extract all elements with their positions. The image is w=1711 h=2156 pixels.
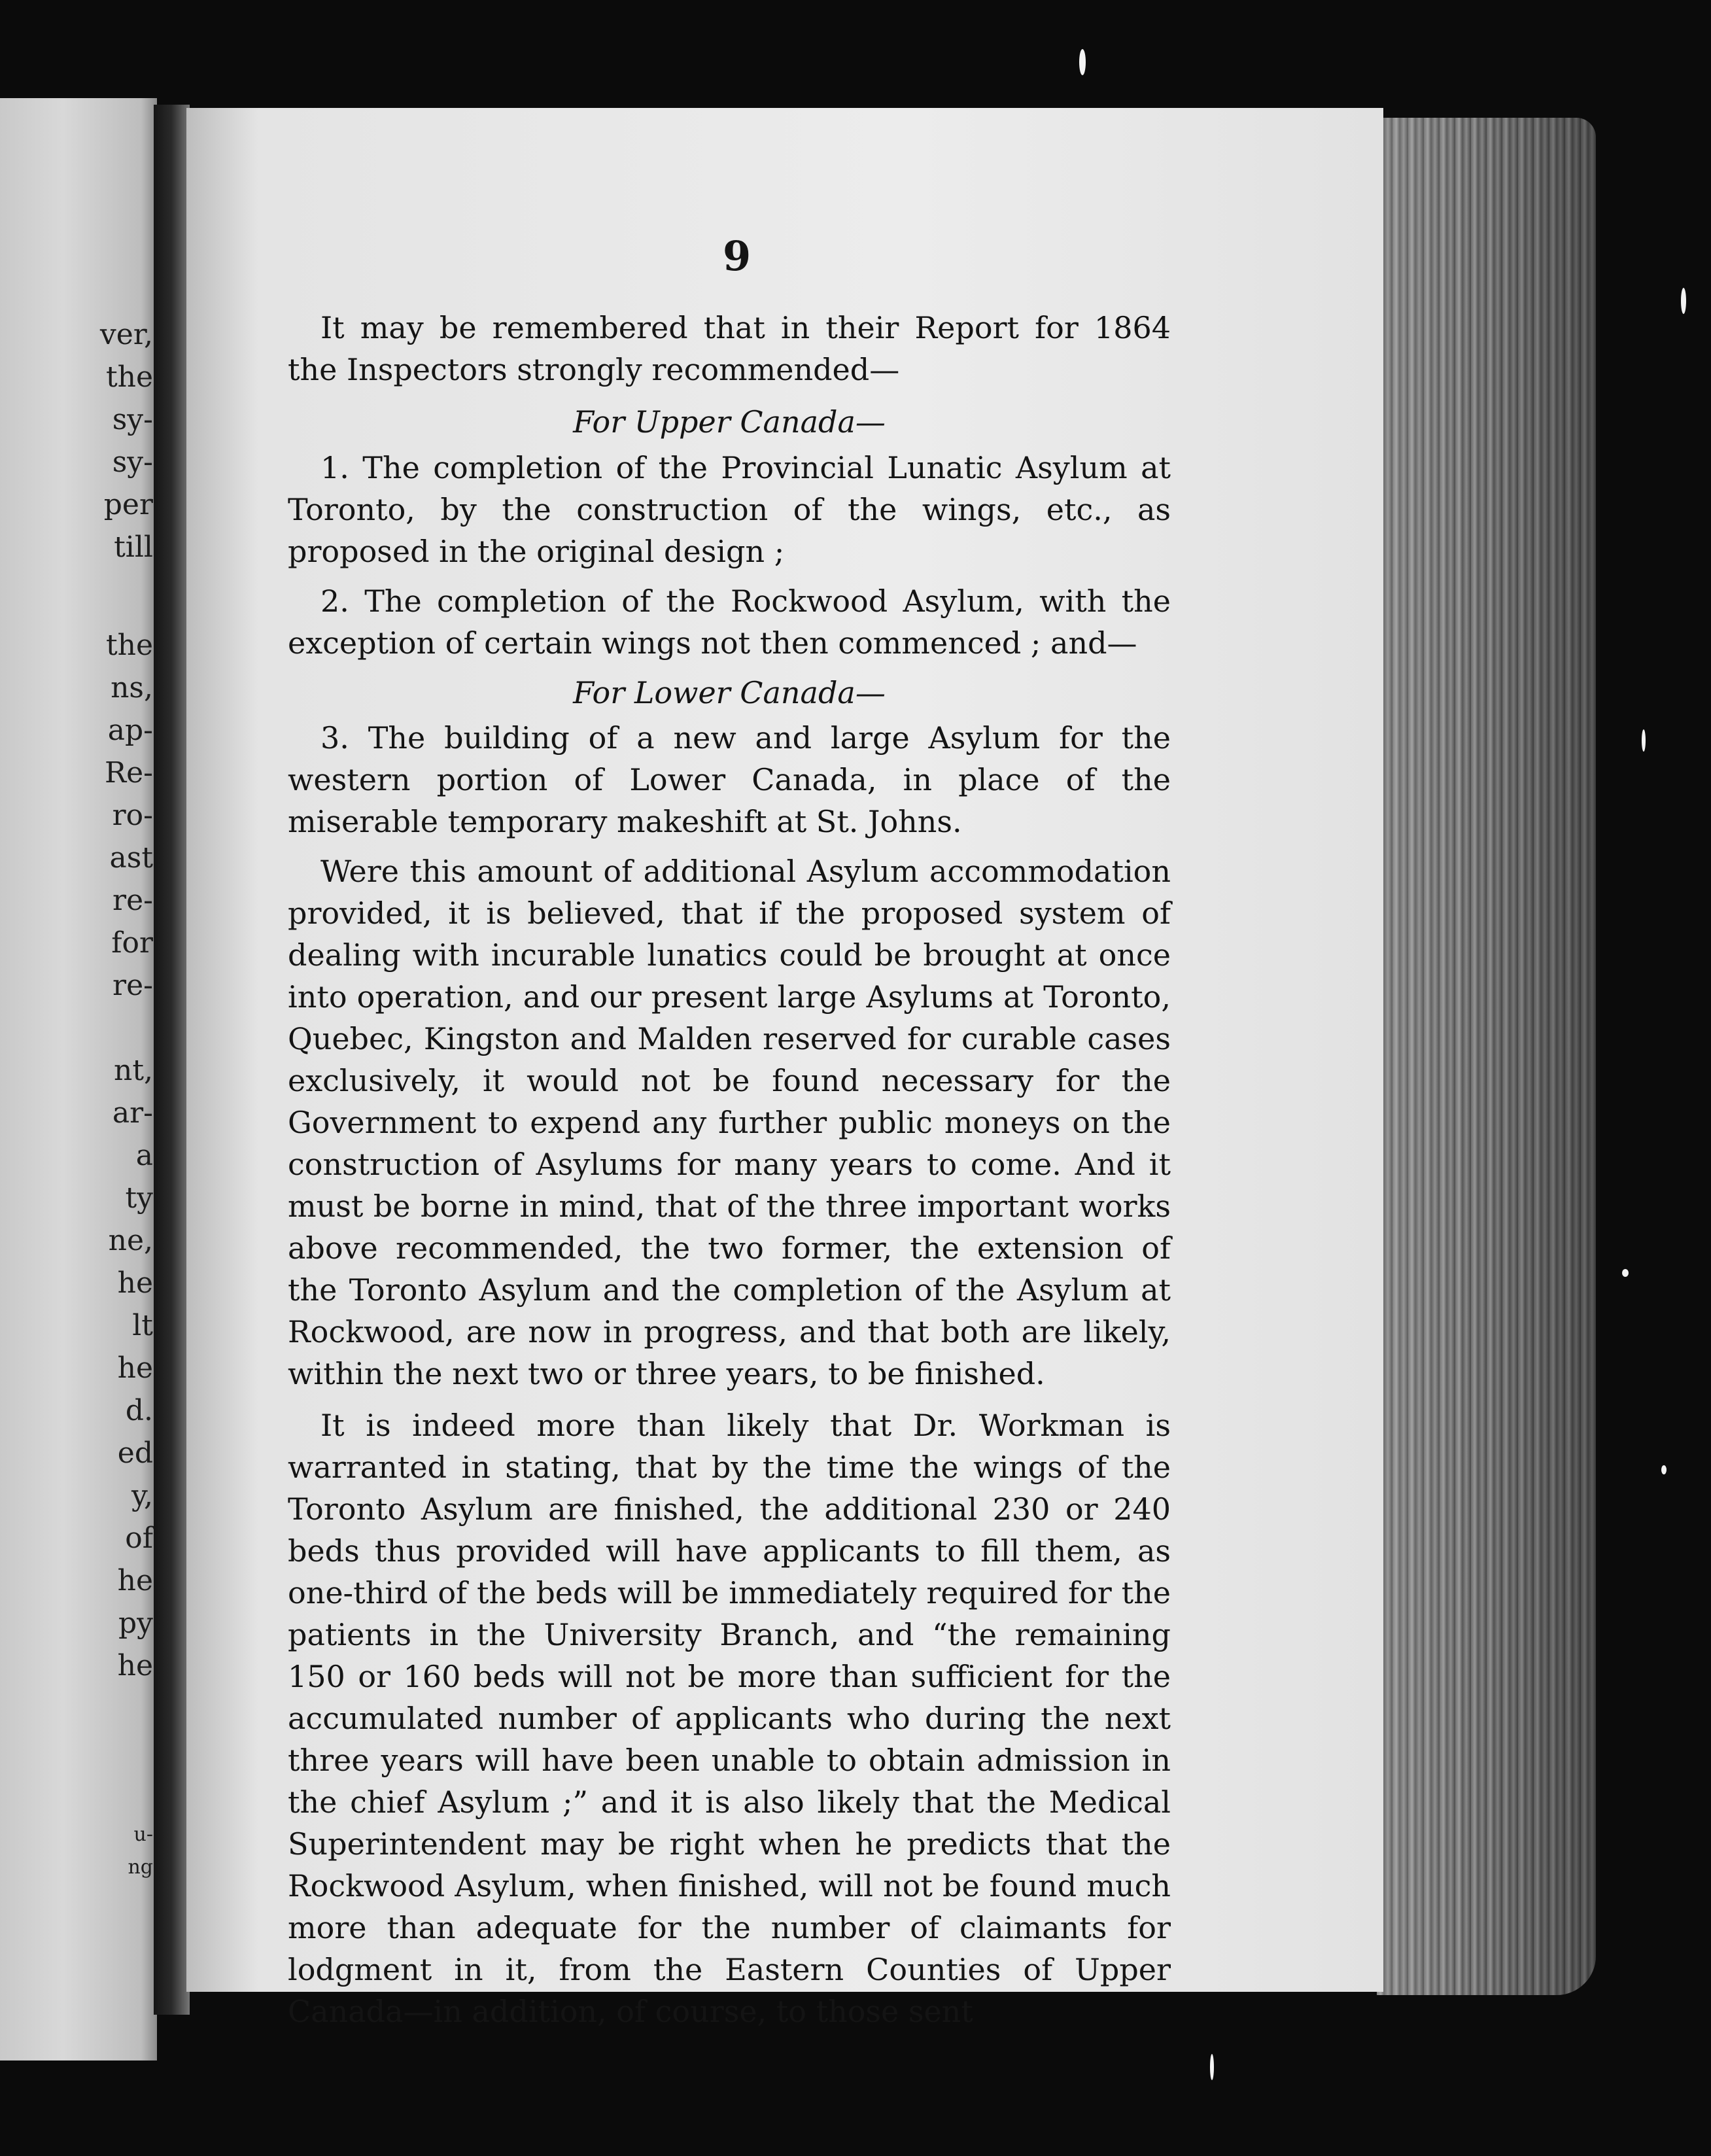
left-line: he [117,1564,153,1597]
left-line: re- [112,969,153,1002]
left-line: ng [128,1856,153,1879]
left-line: u- [133,1823,153,1846]
left-line: y, [131,1479,153,1512]
left-line: ns, [111,671,153,704]
left-line: till [114,530,153,564]
left-line: sy- [112,403,153,436]
dust-speck [1681,288,1686,314]
left-line: for [111,926,153,960]
paragraph-intro: It may be remembered that in their Report for 1864 the Inspectors strongly recommended— [288,310,1171,387]
left-line: Re- [104,756,153,790]
paragraph-workman: It is indeed more than likely that Dr. Workman is warranted in stating, that by the time the wings of the Toronto Asylum are finished, the additional 230 or 240 beds thus provided will have applicants to fill them, as one-third of the beds will be immediately required for the patients in the University Branch, and “the remaining 150 or 160 beds will not be more than sufficient for the accumulated number of applicants who during the next three years will have been unable to obtain admission in the chief Asylum ;” and it is also likely that the Medical Superintendent may be right when he predicts that the Rockwood Asylum, when finished, will not be found much more than adequate for the number of claimants for lodgment in it, from the Eastern Counties of Upper Canada—in addition, of course, to those sent [288,1408,1171,2029]
left-line: he [117,1266,153,1300]
dust-speck [1661,1465,1667,1474]
list-item-2: 2. The completion of the Rockwood Asylum, with the exception of certain wings not then commenced ; and— [288,583,1171,661]
left-line: nt, [113,1054,153,1087]
left-line: ar- [112,1096,153,1130]
page-body [288,307,1171,2043]
left-line: ver, [99,318,153,351]
left-line: d. [125,1394,153,1427]
left-line: py [118,1607,153,1640]
left-line: ap- [107,714,153,747]
paragraph-accommodation: Were this amount of additional Asylum accommodation provided, it is believed, that if the proposed system of dealing with incurable lunatics could be brought at once into operation, and our present large Asylums at Toronto, Quebec, Kingston and Malden reserved for curable cases exclusively, it would not be found necessary for the Government to expend any further public moneys on the construction of Asylums for many years to come. And it must be borne in mind, that of the three important works above recommended, the two former, the extension of the Toronto Asylum and the completion of the Asylum at Rockwood, are now in progress, and that both are likely, within the next two or three years, to be finished. [288,854,1171,1391]
dust-speck [1079,49,1086,75]
left-line: he [117,1351,153,1385]
book-gutter [154,105,190,2015]
dust-speck [1622,1269,1629,1277]
list-item-1: 1. The completion of the Provincial Lunatic Asylum at Toronto, by the construction of the wings, etc., as proposed in the original design ; [288,449,1171,569]
page-edges-shading [1377,118,1596,1995]
left-line: ty [125,1181,153,1215]
left-line: a [135,1139,153,1172]
left-line: lt [132,1309,153,1342]
heading-lower-canada: For Lower Canada— [573,674,886,710]
left-line: ne, [108,1224,153,1257]
left-line: sy- [112,445,153,479]
left-facing-page [0,98,157,2060]
list-item-3: 3. The building of a new and large Asylum for the western portion of Lower Canada, in place of the miserable temporary makeshift at St. Johns. [288,720,1171,840]
dust-speck [1210,2054,1214,2080]
page-number: 9 [723,232,752,280]
left-line: the [105,629,153,662]
left-line: per [103,488,153,521]
left-line: re- [112,884,153,917]
left-line: the [105,360,153,394]
left-line: ro- [112,799,153,832]
left-line: of [125,1521,153,1555]
left-line: ed [117,1436,153,1470]
left-line: ast [109,841,153,875]
dust-speck [1642,729,1646,752]
heading-upper-canada: For Upper Canada— [573,404,886,440]
left-line: he [117,1649,153,1682]
